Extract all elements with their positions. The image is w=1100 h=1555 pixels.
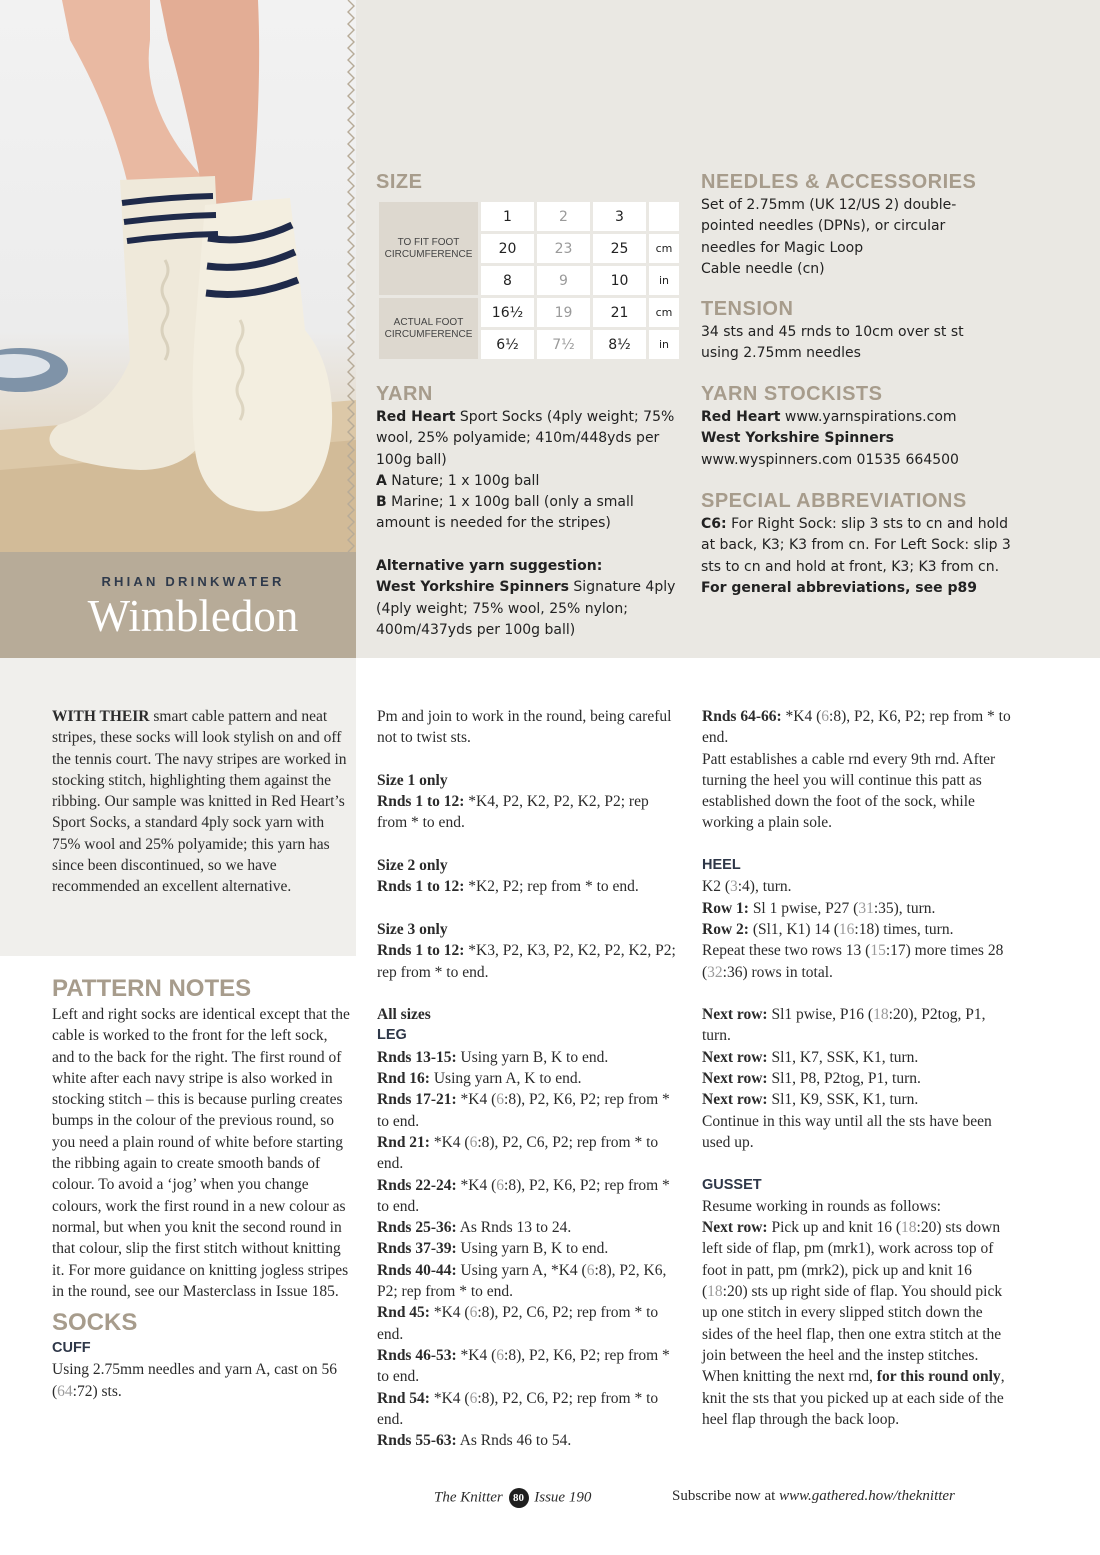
- designer-byline: RHIAN DRINKWATER: [101, 574, 285, 589]
- unit-cell: cm: [649, 234, 679, 263]
- size-cell: 2: [537, 202, 590, 231]
- yarn-details: Red Heart Sport Socks (4ply weight; 75% wool, 25% polyamide; 410m/448yds per 100g ball) A Nature; 1 x 100g ball B Marine; 1 x 100g ball (only a small amount is needed for the stripes) Alternative yarn suggestion: West Yorkshire Spinners Signature 4ply (4ply weight; 75% wool, 25% nylon; 400m/437yds per 100g ball): [376, 409, 676, 638]
- size-cell: 10: [593, 266, 646, 295]
- cuff-heading: CUFF: [52, 1340, 91, 1357]
- gusset-heading: GUSSET: [702, 1176, 762, 1193]
- pattern-notes-heading: PATTERN NOTES: [52, 975, 252, 1002]
- footer-magazine: The Knitter 80 Issue 190: [434, 1488, 591, 1508]
- unit-cell: cm: [649, 298, 679, 327]
- size-cell: 9: [537, 266, 590, 295]
- yarn-heading: YARN: [376, 383, 433, 405]
- size-cell: 7½: [537, 330, 590, 359]
- size-cell: 8½: [593, 330, 646, 359]
- size-cell: 1: [481, 202, 534, 231]
- size-cell: 20: [481, 234, 534, 263]
- table-row: [379, 298, 679, 327]
- needles-heading: NEEDLES & ACCESSORIES: [701, 171, 977, 193]
- size-heading: SIZE: [376, 171, 423, 193]
- unit-cell: in: [649, 266, 679, 295]
- leg-heading: LEG: [377, 1027, 407, 1044]
- actual-label: ACTUAL FOOT CIRCUMFERENCE: [379, 298, 478, 359]
- size-cell: 19: [537, 298, 590, 327]
- empty-cell: [649, 202, 679, 231]
- tension-heading: TENSION: [701, 298, 794, 320]
- size-cell: 6½: [481, 330, 534, 359]
- unit-cell: in: [649, 330, 679, 359]
- intro-text: WITH THEIR smart cable pattern and neat stripes, these socks will look stylish on and off the tennis court. The navy stripes are worked in stocking stitch, highlighting them against the ribbing. Our sample was knitted in Red Heart’s Sport Socks, a standard 4ply sock yarn with 75% wool and 25% polyamide; this yarn has since been discontinued, so we have recommended an excellent alternative.: [52, 708, 347, 896]
- column-2: Pm and join to work in the round, being careful not to twist sts. Size 1 only Rnds 1 to 12: *K4, P2, K2, P2, K2, P2; rep from * to end. Size 2 only Rnds 1 to 12: *K2, P2; rep from * to end. Size 3 only Rnds 1 to 12: *K3, P2, K3, P2, K2, P2, K2, P2; rep from * to end. All sizes LEG Rnds 13-15: Using yarn B, K to end. Rnd 16: Using yarn A, K to end. Rnds 17-21: *K4 (6:8), P2, K6, P2; rep from * to end. Rnd 21: *K4 (6:8), P2, C6, P2; rep from * to end. Rnds 22-24: *K4 (6:8), P2, K6, P2; rep from * to end. Rnds 25-36: As Rnds 13 to 24. Rnds 37-39: Using yarn B, K to end. Rnds 40-44: Using yarn A, *K4 (6:8), P2, K6, P2; rep from * to end. Rnd 45: *K4 (6:8), P2, C6, P2; rep from * to end. Rnds 46-53: *K4 (6:8), P2, K6, P2; rep from * to end. Rnd 54: *K4 (6:8), P2, C6, P2; rep from * to end. Rnds 55-63: As Rnds 46 to 54.: [377, 706, 682, 1451]
- sock-photo: [0, 0, 356, 552]
- zigzag-edge: [344, 0, 358, 552]
- size-cell: 23: [537, 234, 590, 263]
- size-cell: 25: [593, 234, 646, 263]
- size-cell: 3: [593, 202, 646, 231]
- stockists-details: Red Heart www.yarnspirations.com West Yorkshire Spinners www.wyspinners.com 01535 664500: [701, 409, 959, 468]
- footer-subscribe: Subscribe now at www.gathered.how/theknitter: [672, 1488, 955, 1504]
- column-3: Rnds 64-66: *K4 (6:8), P2, K6, P2; rep from * to end. Patt establishes a cable rnd every 9th rnd. After turning the heel you will continue this patt as established down the foot of the sock, while working a plain sole. HEEL K2 (3:4), turn. Row 1: Sl 1 pwise, P27 (31:35), turn. Row 2: (Sl1, K1) 14 (16:18) times, turn. Repeat these two rows 13 (15:17) more times 28 (32:36) rows in total. Next row: Sl1 pwise, P16 (18:20), P2tog, P1, turn. Next row: Sl1, K7, SSK, K1, turn. Next row: Sl1, P8, P2tog, P1, turn. Next row: Sl1, K9, SSK, K1, turn. Continue in this way until all the sts have been used up. GUSSET Resume working in rounds as follows: Next row: Pick up and knit 16 (18:20) sts down left side of flap, pm (mrk1), work across top of foot in patt, pm (mrk2), pick up and knit 16 (18:20) sts up right side of flap. You should pick up one stitch in every slipped stitch down the sides of the heel flap, then one extra stitch at the join between the heel and the instep stitches. When knitting the next rnd, for this round only, knit the sts that you picked up at each side of the heel flap through the back loop.: [702, 708, 1011, 1428]
- subscribe-link[interactable]: www.gathered.how/theknitter: [779, 1488, 955, 1504]
- needles-details: Set of 2.75mm (UK 12/US 2) double-pointed needles (DPNs), or circular needles for Magic Loop Cable needle (cn): [701, 197, 957, 277]
- abbreviations-details: C6: For Right Sock: slip 3 sts to cn and hold at back, K3; K3 from cn. For Left Sock: slip 3 sts to cn and hold at front, K3; K3 from cn. For general abbreviations, see p89: [701, 516, 1011, 596]
- table-row: [379, 202, 679, 231]
- cuff-text: Using 2.75mm needles and yarn A, cast on 56 (64:72) sts.: [52, 1361, 337, 1400]
- stockists-heading: YARN STOCKISTS: [701, 383, 883, 405]
- fit-label: TO FIT FOOT CIRCUMFERENCE: [379, 202, 478, 295]
- column-1: [52, 974, 352, 1402]
- heel-heading: HEEL: [702, 857, 741, 874]
- tension-details: 34 sts and 45 rnds to 10cm over st st using 2.75mm needles: [701, 324, 964, 362]
- size-cell: 8: [481, 266, 534, 295]
- size-table: [376, 199, 682, 362]
- pattern-notes-text: Left and right socks are identical except that the cable is worked to the front for the left sock, and to the back for the right. The first round of white after each navy stripe is also worked in stocking stitch – this is because purling creates bumps in the colour of the previous round, so you need a plain round of white before starting the ribbing again to create smooth bands of colour. To avoid a ‘jog’ when you change colours, work the first round in a new colour as normal, but when you knit the second round in that colour, slip the first stitch without knitting it. For more guidance on knitting jogless stripes in the round, see our Masterclass in Issue 185.: [52, 1006, 350, 1300]
- socks-heading: SOCKS: [52, 1309, 138, 1337]
- size-cell: 16½: [481, 298, 534, 327]
- size-cell: 21: [593, 298, 646, 327]
- abbreviations-heading: SPECIAL ABBREVIATIONS: [701, 490, 967, 512]
- page-number-badge: 80: [509, 1488, 529, 1508]
- pattern-title: Wimbledon: [87, 591, 299, 641]
